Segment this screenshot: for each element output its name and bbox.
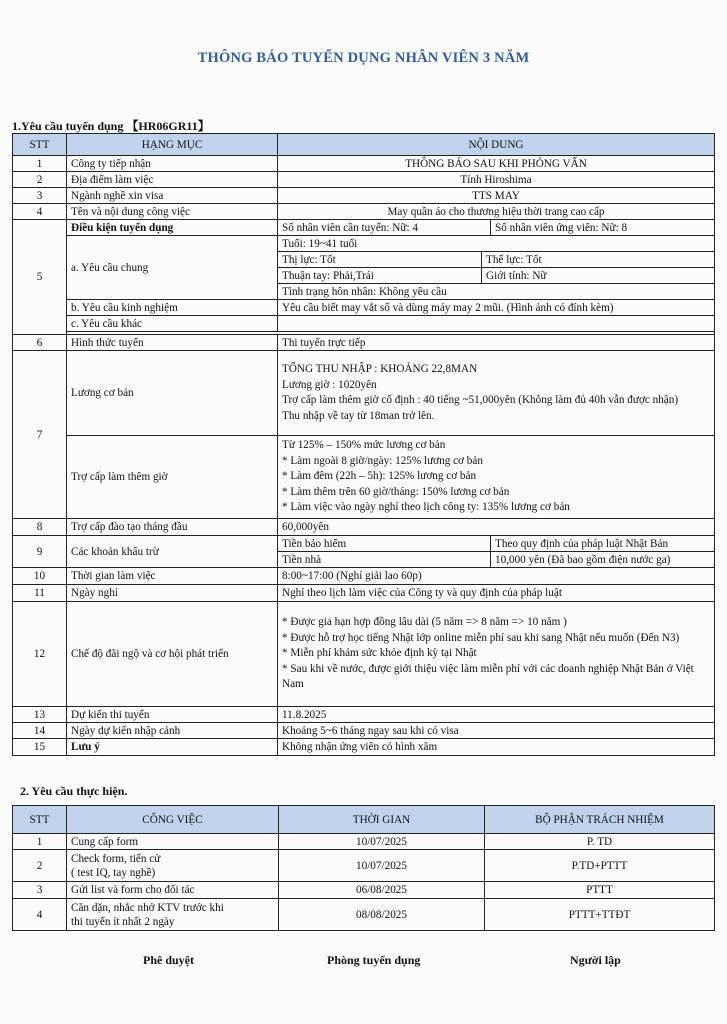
table-row [13,351,715,436]
header-stt: STT [13,806,67,834]
page-title: THÔNG BÁO TUYỂN DỤNG NHÂN VIÊN 3 NĂM [197,50,530,66]
task-name [67,850,279,882]
row-label: Tên và nội dung công việc [67,204,278,220]
table-row [13,220,715,236]
row-value: 60,000yên [278,519,715,536]
header-cong-viec: CÔNG VIỆC [67,806,279,834]
row-stt: 12 [13,602,67,707]
tro-cap-line: * Làm ngoài 8 giờ/ngày: 125% lương cơ bản [282,454,483,467]
row-stt: 3 [13,188,67,204]
luong-line: Lương giờ : 1020yên [282,378,377,391]
row-label: Các khoản khấu trừ [67,536,278,568]
tuoi: Tuổi: 19~41 tuổi [278,236,715,252]
row-stt: 9 [13,536,67,568]
tien-nha: Tiền nhà [278,552,491,568]
task-name: Cung cấp form [67,834,279,850]
dai-ngo-line: * Sau khi về nước, được giới thiệu việc làm miễn phí với các doanh nghiệp Nhật Bản ở Việt Nam [282,662,694,691]
row-label: Hình thức tuyển [67,335,278,351]
row-stt: 11 [13,585,67,602]
table-row [13,300,715,316]
task-name [67,899,279,931]
tro-cap-line: * Làm đêm (22h – 5h): 125% lương cơ bản [282,470,477,483]
tasks-table [12,805,715,931]
row-stt: 7 [13,351,67,519]
signature-phong-tuyen-dung: Phòng tuyển dụng [327,953,421,967]
table-row [13,899,715,931]
kinh-nghiem-label: b. Yêu cầu kinh nghiệm [67,300,278,316]
table-row [13,316,715,332]
table-row [13,850,715,882]
table-header-row [13,806,715,834]
header-stt: STT [13,134,67,156]
header-thoi-gian: THỜI GIAN [279,806,485,834]
task-dept: P. TD [485,834,715,850]
thi-luc: Thị lực: Tốt [278,252,482,268]
table-row [13,204,715,220]
row-stt: 13 [13,707,67,723]
thuan-tay: Thuận tay: Phải,Trái [278,268,482,284]
table-row [13,834,715,850]
row-value: Không nhận ứng viên có hình xăm [278,739,715,756]
so-ung-vien: Số nhân viên ứng viên: Nữ: 8 [491,220,715,236]
task-dept: PTTT [485,882,715,899]
task-name-line: Check form, tiến cử [71,852,161,865]
row-label: Thời gian làm việc [67,568,278,585]
row-label: Ngày dự kiến nhập cảnh [67,723,278,739]
row-value: TTS MAY [278,188,715,204]
row-label: Dự kiến thi tuyển [67,707,278,723]
task-time: 08/08/2025 [279,899,485,931]
table-row [13,536,715,552]
row-label: Địa điểm làm việc [67,172,278,188]
section1-heading: 1.Yêu cầu tuyển dụng 【HR06GR11】 [12,119,210,133]
row-stt: 15 [13,739,67,756]
table-row [13,602,715,707]
row-label: Ngành nghề xin visa [67,188,278,204]
section2-heading: 2. Yêu cầu thực hiện. [20,784,128,798]
tro-cap-line: Từ 125% – 150% mức lương cơ bản [282,439,446,452]
row-stt: 1 [13,156,67,172]
dai-ngo-line: * Miễn phí khám sức khỏe định kỳ tại Nhật [282,647,477,660]
table-row [13,519,715,536]
bao-hiem: Tiền bảo hiểm [278,536,491,552]
task-stt: 3 [13,882,67,899]
table-row [13,172,715,188]
row-label: Chế độ đãi ngộ và cơ hội phát triển [67,602,278,707]
task-time: 06/08/2025 [279,882,485,899]
row-stt: 5 [13,220,67,335]
row-value: Nghỉ theo lịch làm việc của Công ty và quy định của pháp luật [278,585,715,602]
task-stt: 1 [13,834,67,850]
table-row [13,882,715,899]
yeu-cau-chung-label: a. Yêu cầu chung [67,236,278,300]
tro-cap-label: Trợ cấp làm thêm giờ [67,436,278,519]
table-row [13,585,715,602]
table-row [13,723,715,739]
task-name-line: ( test IQ, tay nghề) [71,866,156,879]
luong-label: Lương cơ bản [67,351,278,436]
row-label: Ngày nghỉ [67,585,278,602]
task-name-line: Căn dặn, nhắc nhở KTV trước khi [71,901,224,914]
signature-phe-duyet: Phê duyệt [143,953,194,967]
signature-nguoi-lap: Người lập [570,953,621,967]
row-stt: 14 [13,723,67,739]
table-row [13,436,715,519]
dieu-kien-label: Điều kiện tuyển dụng [67,220,278,236]
row-stt: 8 [13,519,67,536]
row-value: 11.8.2025 [278,707,715,723]
hon-nhan: Tình trạng hôn nhân: Không yêu cầu [278,284,715,300]
gioi-tinh: Giới tính: Nữ [482,268,715,284]
recruitment-table [12,133,715,756]
task-dept: P.TD+PTTT [485,850,715,882]
row-label: Công ty tiếp nhận [67,156,278,172]
row-stt: 6 [13,335,67,351]
row-value: Thi tuyển trực tiếp [278,335,715,351]
table-row [13,568,715,585]
row-stt: 10 [13,568,67,585]
tro-cap-line: * Làm việc vào ngày nghỉ theo lịch công ty: 135% lương cơ bản [282,501,570,514]
task-stt: 2 [13,850,67,882]
yeu-cau-khac-label: c. Yêu cầu khác [67,316,278,332]
row-value: Tỉnh Hiroshima [278,172,715,188]
task-stt: 4 [13,899,67,931]
row-value: May quần áo cho thương hiệu thời trang cao cấp [278,204,715,220]
dai-ngo-detail [278,602,715,707]
tien-nha-value: 10,000 yên (Đã bao gồm điện nước ga) [491,552,715,568]
row-value: THÔNG BÁO SAU KHI PHỎNG VẤN [278,156,715,172]
row-stt: 2 [13,172,67,188]
so-can-tuyen: Số nhân viên cần tuyển: Nữ: 4 [278,220,491,236]
task-time: 10/07/2025 [279,834,485,850]
yeu-cau-khac [278,316,715,332]
row-value: 8:00~17:00 (Nghỉ giải lao 60p) [278,568,715,585]
bao-hiem-value: Theo quy định của pháp luật Nhật Bản [491,536,715,552]
table-row [13,335,715,351]
tro-cap-line: * Làm thêm trên 60 giờ/tháng: 150% lương cơ bản [282,485,510,498]
task-name: Gửi list và form cho đối tác [67,882,279,899]
luong-line: Thu nhập về tay từ 18man trở lên. [282,409,435,422]
table-row [13,739,715,756]
header-noi-dung: NỘI DUNG [278,134,715,156]
row-stt: 4 [13,204,67,220]
header-bo-phan: BỘ PHẬN TRÁCH NHIỆM [485,806,715,834]
tro-cap-detail [278,436,715,519]
kinh-nghiem: Yêu cầu biết may vắt sổ và dùng máy may 2 mũi. (Hình ảnh có đính kèm) [278,300,715,316]
row-value: Khoảng 5~6 tháng ngay sau khi có visa [278,723,715,739]
the-luc: Thể lực: Tốt [482,252,715,268]
task-dept: PTTT+TTĐT [485,899,715,931]
task-time: 10/07/2025 [279,850,485,882]
task-name-line: thi tuyển ít nhất 2 ngày [71,915,175,928]
table-row [13,156,715,172]
row-label: Trợ cấp đào tạo tháng đầu [67,519,278,536]
row-label: Lưu ý [67,739,278,756]
luong-line: TỔNG THU NHẬP : KHOẢNG 22,8MAN [282,363,478,375]
table-row [13,707,715,723]
table-row [13,236,715,252]
luong-line: Trợ cấp làm thêm giờ cố định : 40 tiếng ~51,000yên (Không làm đủ 40h vẫn được nhận) [282,394,679,406]
header-hang-muc: HẠNG MỤC [67,134,278,156]
luong-detail [278,351,715,436]
table-header-row [13,134,715,156]
table-row [13,188,715,204]
dai-ngo-line: * Được hỗ trợ học tiếng Nhật lớp online miễn phí sau khi sang Nhật nếu muốn (Đến N3) [282,631,680,644]
dai-ngo-line: * Được gia hạn hợp đồng lâu dài (5 năm => 8 năm => 10 năm ) [282,616,567,629]
